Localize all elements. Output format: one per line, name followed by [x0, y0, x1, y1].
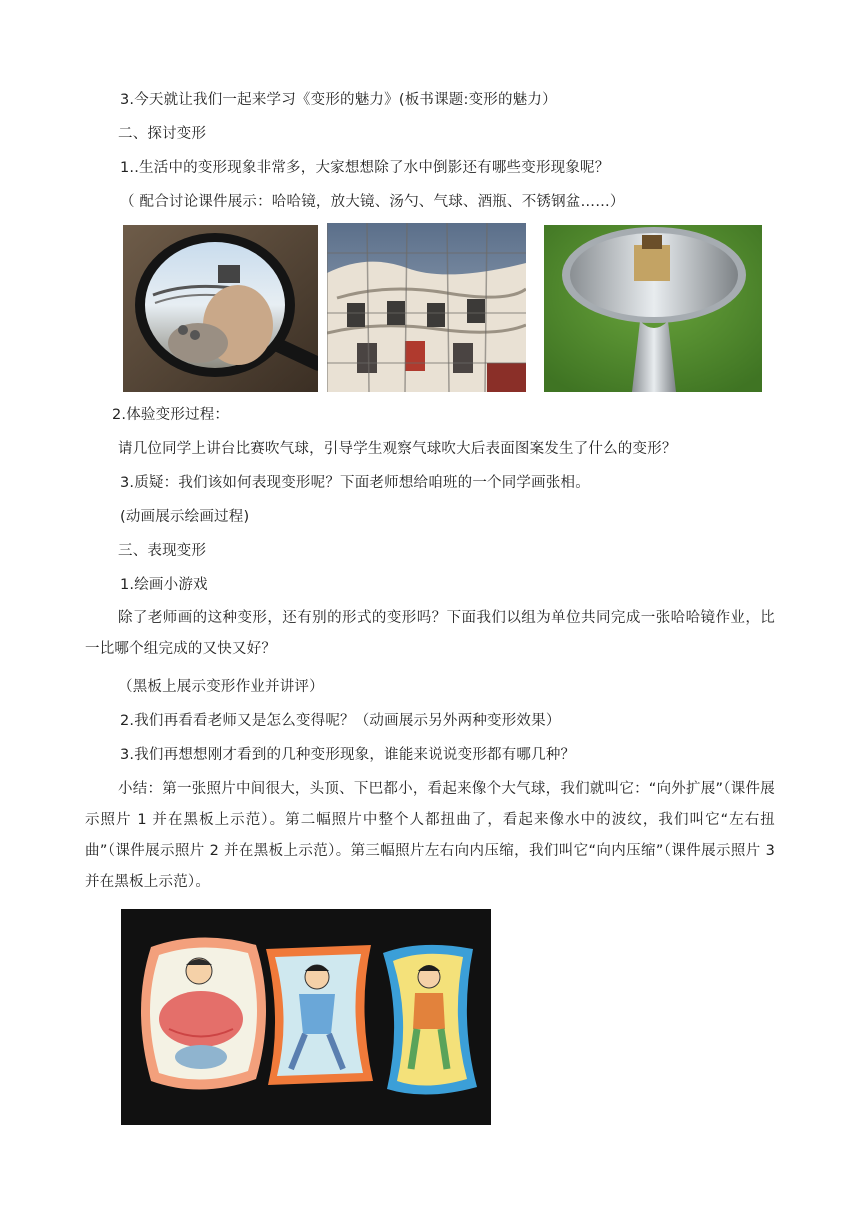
distortion-artwork-photo — [121, 909, 491, 1125]
text-line-courseware: （ 配合讨论课件展示：哈哈镜，放大镜、汤勺、气球、酒瓶、不锈钢盆……） — [120, 194, 625, 210]
text-line-question: 1..生活中的变形现象非常多，大家想想除了水中倒影还有哪些变形现象呢？ — [120, 160, 610, 176]
text-line-types-question: 3.我们再想想刚才看到的几种变形现象，谁能来说说变形都有哪几种？ — [120, 747, 576, 763]
text-line-teacher-demo: 2.我们再看看老师又是怎么变得呢？（动画展示另外两种变形效果） — [120, 713, 561, 729]
spoon-photo — [544, 225, 762, 392]
text-line-animation: (动画展示绘画过程) — [120, 509, 250, 525]
paragraph-group-task: 除了老师画的这种变形，还有别的形式的变形吗？下面我们以组为单位共同完成一张哈哈镜作业，比一比哪个组完成的又快又好？ — [85, 610, 775, 657]
section-heading-explore: 二、探讨变形 — [118, 126, 207, 142]
text-line-balloon-activity: 请几位同学上讲台比赛吹气球，引导学生观察气球吹大后表面图案发生了什么的变形？ — [118, 441, 677, 457]
building-photo — [327, 223, 526, 392]
text-line-inquiry: 3.质疑：我们该如何表现变形呢？下面老师想给咱班的一个同学画张相。 — [120, 475, 590, 491]
text-line-drawing-game: 1.绘画小游戏 — [120, 577, 208, 593]
paragraph-summary: 小结：第一张照片中间很大，头顶、下巴都小，看起来像个大气球，我们就叫它：“向外扩展”（课件展示照片 1 并在黑板上示范）。第二幅照片中整个人都扭曲了，看起来像水中的波纹，我们叫它“左右扭曲”（课件展示照片 2 并在黑板上示范）。第三幅照片左右向内压缩，我们叫它“向内压缩”（课件展示照片 3 并在黑板上示范）。 — [85, 781, 775, 890]
section-heading-express: 三、表现变形 — [118, 543, 207, 559]
text-line-experience: 2.体验变形过程： — [112, 407, 230, 423]
mirror-photo — [123, 225, 318, 392]
text-line-blackboard: （黑板上展示变形作业并讲评） — [118, 679, 324, 695]
text-line-lesson-topic: 3.今天就让我们一起来学习《变形的魅力》(板书课题:变形的魅力） — [120, 92, 557, 108]
